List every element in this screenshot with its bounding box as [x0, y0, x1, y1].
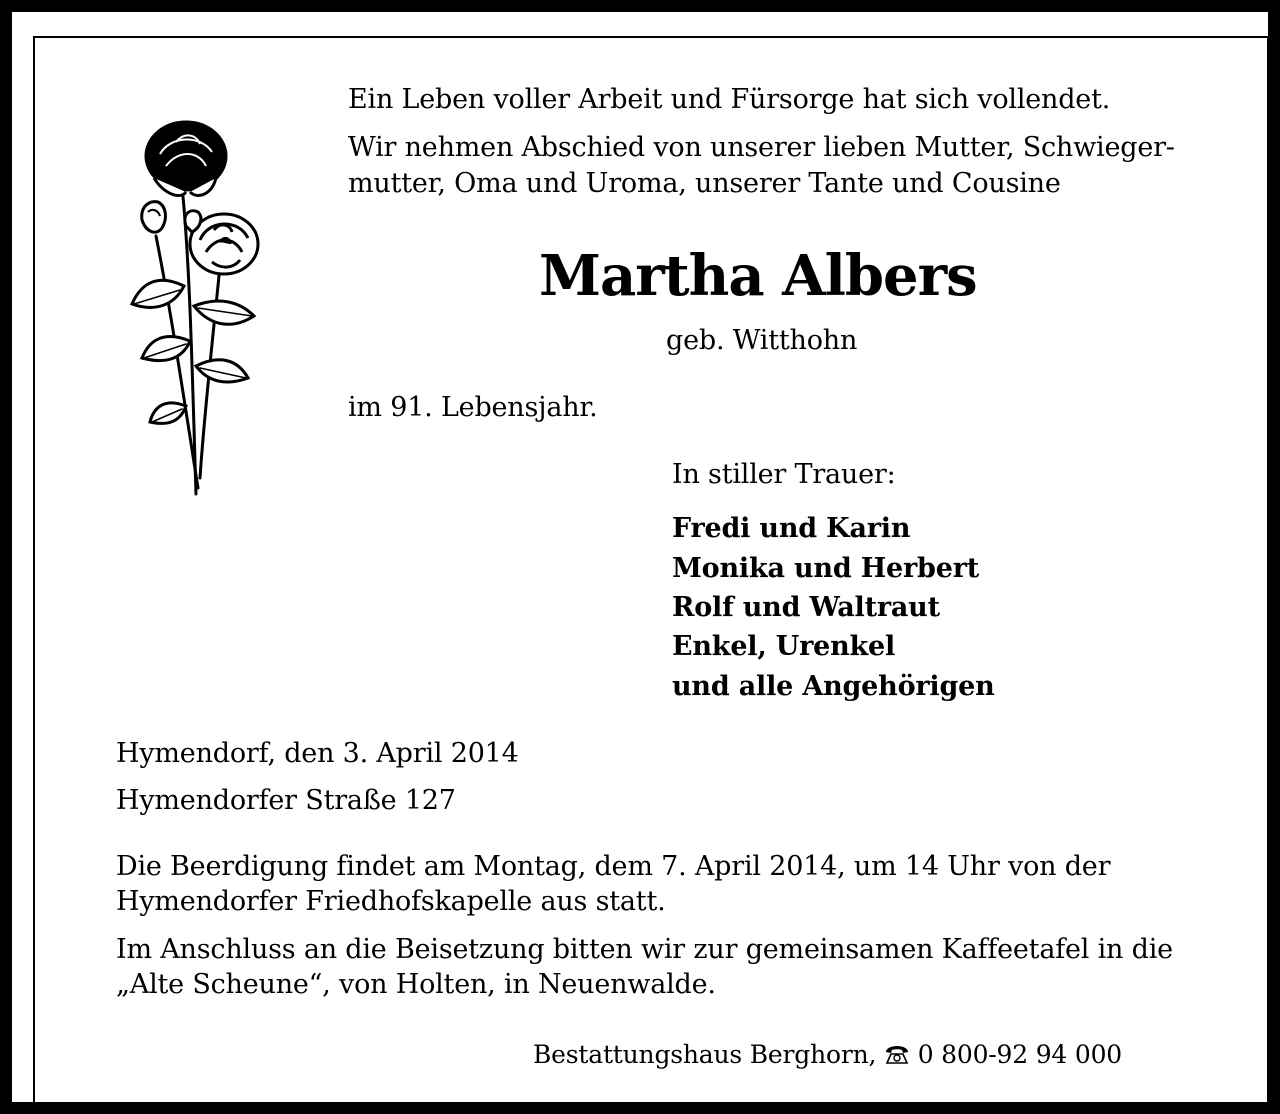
place-date: Hymendorf, den 3. April 2014 [116, 738, 519, 769]
mourner-name: Enkel, Urenkel [672, 631, 896, 662]
birth-name: geb. Witthohn [666, 325, 858, 356]
intro-line-2: Wir nehmen Abschied von unserer lieben Mutter, Schwieger- [348, 132, 1175, 163]
funeral-line-1: Die Beerdigung findet am Montag, dem 7. April 2014, um 14 Uhr von der [116, 851, 1111, 882]
mourners-heading: In stiller Trauer: [672, 459, 896, 490]
mourner-name: Rolf und Waltraut [672, 592, 940, 623]
funeral-line-2: Hymendorfer Friedhofskapelle aus statt. [116, 886, 666, 917]
telephone-icon [884, 1040, 910, 1060]
undertaker-line [533, 1038, 1122, 1072]
undertaker-name: Bestattungshaus Berghorn, [533, 1040, 877, 1069]
mourner-name: Monika und Herbert [672, 553, 979, 584]
age-line: im 91. Lebensjahr. [348, 392, 598, 423]
address: Hymendorfer Straße 127 [116, 785, 456, 816]
reception-line-2: „Alte Scheune“, von Holten, in Neuenwalde. [116, 969, 716, 1000]
rose-illustration [120, 116, 270, 500]
reception-line-1: Im Anschluss an die Beisetzung bitten wir zur gemeinsamen Kaffeetafel in die [116, 934, 1173, 965]
mourner-name: Fredi und Karin [672, 513, 911, 544]
intro-line-1: Ein Leben voller Arbeit und Fürsorge hat sich vollendet. [348, 84, 1111, 115]
intro-line-3: mutter, Oma und Uroma, unserer Tante und Cousine [348, 168, 1061, 199]
mourner-name: und alle Angehörigen [672, 671, 995, 702]
deceased-name: Martha Albers [539, 243, 977, 309]
phone-number: 0 800-92 94 000 [917, 1040, 1122, 1069]
